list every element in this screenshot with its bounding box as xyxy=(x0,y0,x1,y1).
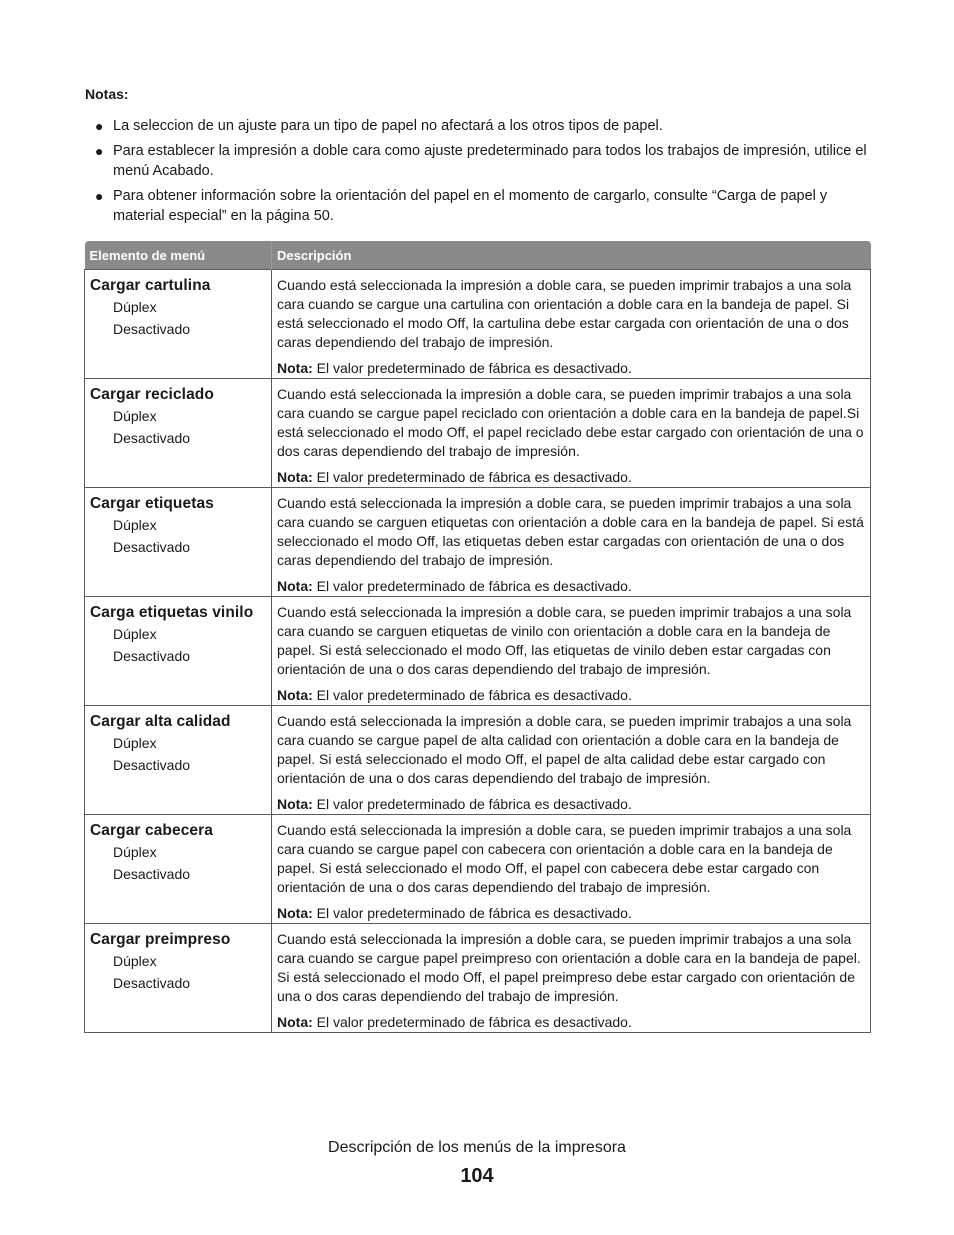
table-row xyxy=(85,924,871,1033)
notes-list xyxy=(85,116,875,231)
description-text: Cuando está seleccionada la impresión a doble cara, se pueden imprimir trabajos a una sola cara cuando se carguen etiquetas de vinilo con orientación a doble cara en la bandeja de papel. Si está seleccionado el modo Off, las etiquetas de vinilo deben estar cargadas con orientación de una o dos caras dependiendo del trabajo de impresión. xyxy=(277,604,852,677)
menu-item-cell xyxy=(85,597,272,706)
description-cell xyxy=(272,379,871,488)
table-row xyxy=(85,815,871,924)
note-text: La seleccion de un ajuste para un tipo de papel no afectará a los otros tipos de papel. xyxy=(113,118,663,134)
description-text: Cuando está seleccionada la impresión a doble cara, se pueden imprimir trabajos a una sola cara cuando se cargue papel reciclado con orientación a doble cara en la bandeja de papel.Si está seleccionado el modo Off, el papel reciclado debe estar cargado con orientación de una o dos caras dependiendo del trabajo de impresión. xyxy=(277,386,864,459)
menu-table xyxy=(84,241,871,1033)
table-row xyxy=(85,488,871,597)
note-label: Nota: xyxy=(277,1014,313,1030)
note-label: Nota: xyxy=(277,796,313,812)
note-text: El valor predeterminado de fábrica es desactivado. xyxy=(316,687,632,703)
bullet-icon: ● xyxy=(95,143,104,159)
menu-item-name: Cargar preimpreso xyxy=(90,931,231,948)
note-label: Nota: xyxy=(277,469,313,485)
description-cell xyxy=(272,815,871,924)
description-cell xyxy=(272,924,871,1033)
menu-item-option: Dúplex xyxy=(113,844,157,860)
menu-item-option: Desactivado xyxy=(113,975,191,991)
note-line xyxy=(277,577,865,596)
table-row xyxy=(85,706,871,815)
note-label: Nota: xyxy=(277,578,313,594)
description-cell xyxy=(272,706,871,815)
menu-item-name: Cargar cabecera xyxy=(90,822,213,839)
bullet-icon: ● xyxy=(95,188,104,204)
menu-item-name: Cargar etiquetas xyxy=(90,495,214,512)
note-text: El valor predeterminado de fábrica es desactivado. xyxy=(316,469,632,485)
menu-item-name: Cargar reciclado xyxy=(90,386,214,403)
description-cell xyxy=(272,270,871,379)
menu-item-option: Desactivado xyxy=(113,866,191,882)
note-label: Nota: xyxy=(277,360,313,376)
description-cell xyxy=(272,488,871,597)
bullet-icon: ● xyxy=(95,118,104,134)
menu-item-name: Cargar alta calidad xyxy=(90,713,231,730)
note-line xyxy=(277,1013,865,1032)
menu-item-option: Dúplex xyxy=(113,735,157,751)
note-text: El valor predeterminado de fábrica es desactivado. xyxy=(316,1014,632,1030)
note-text: Para obtener información sobre la orientación del papel en el momento de cargarlo, consulte “Carga de papel y material especial” en la página 50. xyxy=(113,188,828,224)
menu-item-cell xyxy=(85,379,272,488)
page-number: 104 xyxy=(460,1165,494,1187)
notes-title: Notas: xyxy=(85,86,129,102)
table-row xyxy=(85,270,871,379)
note-line xyxy=(277,468,865,487)
menu-item-cell xyxy=(85,815,272,924)
note-line xyxy=(277,359,865,378)
menu-item-option: Desactivado xyxy=(113,321,191,337)
note-text: El valor predeterminado de fábrica es desactivado. xyxy=(316,905,632,921)
table-row xyxy=(85,379,871,488)
menu-item-option: Dúplex xyxy=(113,517,157,533)
note-text: El valor predeterminado de fábrica es desactivado. xyxy=(316,360,632,376)
menu-item-option: Dúplex xyxy=(113,408,157,424)
menu-item-cell xyxy=(85,270,272,379)
note-line xyxy=(277,795,865,814)
table-row xyxy=(85,597,871,706)
description-text: Cuando está seleccionada la impresión a doble cara, se pueden imprimir trabajos a una sola cara cuando se cargue una cartulina con orientación a doble cara en la bandeja de papel. Si está seleccionado el modo Off, la cartulina debe estar cargada con orientación de una o dos caras dependiendo del trabajo de impresión. xyxy=(277,277,852,350)
menu-item-cell xyxy=(85,924,272,1033)
table-header-row xyxy=(85,241,871,270)
description-text: Cuando está seleccionada la impresión a doble cara, se pueden imprimir trabajos a una sola cara cuando se cargue papel preimpreso con orientación a doble cara en la bandeja de papel. Si está seleccionado el modo Off, el papel preimpreso debe estar cargado con orientación de una o dos caras dependiendo del trabajo de impresión. xyxy=(277,931,861,1004)
list-item xyxy=(85,116,875,136)
note-label: Nota: xyxy=(277,905,313,921)
description-text: Cuando está seleccionada la impresión a doble cara, se pueden imprimir trabajos a una sola cara cuando se carguen etiquetas con orientación a doble cara en la bandeja de papel. Si está seleccionado el modo Off, las etiquetas deben estar cargadas con orientación de una o dos caras dependiendo del trabajo de impresión. xyxy=(277,495,864,568)
menu-item-option: Desactivado xyxy=(113,648,191,664)
header-menu-item: Elemento de menú xyxy=(85,241,272,270)
note-text: El valor predeterminado de fábrica es desactivado. xyxy=(316,796,632,812)
note-text: El valor predeterminado de fábrica es desactivado. xyxy=(316,578,632,594)
note-line xyxy=(277,686,865,705)
list-item xyxy=(85,141,875,181)
note-label: Nota: xyxy=(277,687,313,703)
menu-item-option: Desactivado xyxy=(113,539,191,555)
description-text: Cuando está seleccionada la impresión a doble cara, se pueden imprimir trabajos a una sola cara cuando se cargue papel con cabecera con orientación a doble cara en la bandeja de papel. Si está seleccionado el modo Off, el papel con cabecera debe estar cargado con orientación de una o dos caras dependiendo del trabajo de impresión. xyxy=(277,822,852,895)
menu-item-option: Dúplex xyxy=(113,953,157,969)
note-line xyxy=(277,904,865,923)
menu-item-option: Desactivado xyxy=(113,757,191,773)
menu-item-name: Carga etiquetas vinilo xyxy=(90,604,254,621)
description-text: Cuando está seleccionada la impresión a doble cara, se pueden imprimir trabajos a una sola cara cuando se cargue papel de alta calidad con orientación a doble cara en la bandeja de papel. Si está seleccionado el modo Off, el papel de alta calidad debe estar cargado con orientación de una o dos caras dependiendo del trabajo de impresión. xyxy=(277,713,852,786)
list-item xyxy=(85,186,875,226)
menu-item-option: Dúplex xyxy=(113,299,157,315)
description-cell xyxy=(272,597,871,706)
header-description: Descripción xyxy=(272,241,871,270)
menu-item-cell xyxy=(85,488,272,597)
menu-item-option: Desactivado xyxy=(113,430,191,446)
menu-item-option: Dúplex xyxy=(113,626,157,642)
note-text: Para establecer la impresión a doble cara como ajuste predeterminado para todos los trabajos de impresión, utilice el menú Acabado. xyxy=(113,143,867,179)
footer-section-title: Descripción de los menús de la impresora xyxy=(328,1139,626,1156)
menu-item-cell xyxy=(85,706,272,815)
menu-item-name: Cargar cartulina xyxy=(90,277,211,294)
